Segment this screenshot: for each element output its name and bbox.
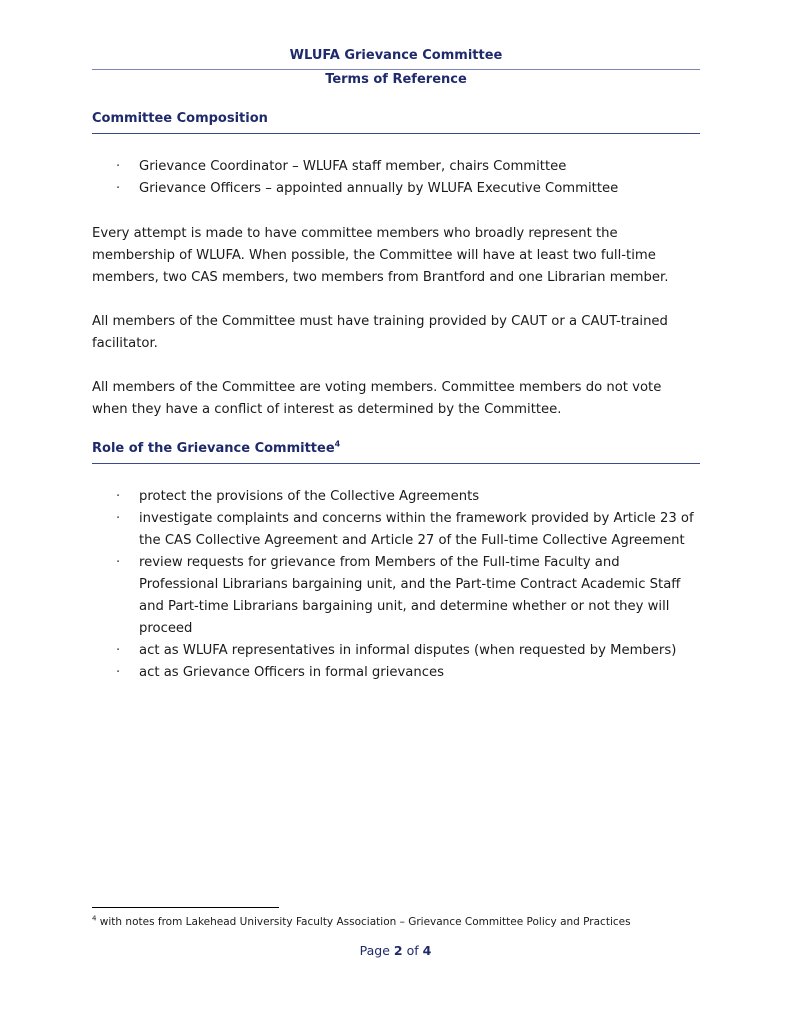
header-divider — [92, 69, 700, 70]
list-item: · review requests for grievance from Members of the Full-time Faculty and Professional Librarians bargaining unit, and the Part-time Contract Academic Staff and Part-time Librarians bargaining unit, and determine whether or not they will proceed — [92, 552, 700, 640]
document-title: WLUFA Grievance Committee — [289, 48, 503, 63]
list-item: · Grievance Coordinator – WLUFA staff member, chairs Committee — [92, 156, 700, 178]
bullet-icon: · — [116, 159, 121, 174]
list-item: · act as Grievance Officers in formal grievances — [92, 662, 700, 684]
section-heading-role: Role of the Grievance Committee$^4$ — [92, 441, 700, 464]
list-item: · investigate complaints and concerns within the framework provided by Article 23 of the CAS Collective Agreement and Article 27 of the Full-time Collective Agreement — [92, 508, 700, 552]
composition-paragraph-representation: Every attempt is made to have committee members who broadly represent the membership of WLUFA. When possible, the Committee will have at least two full-time members, two CAS members, two members from Brantford and one Librarian member. — [92, 226, 669, 285]
list-item: · Grievance Officers – appointed annually by WLUFA Executive Committee — [92, 178, 700, 200]
footnote — [92, 914, 631, 930]
composition-paragraph-training: All members of the Committee must have training provided by CAUT or a CAUT-trained facilitator. — [92, 314, 668, 351]
footnote-reference: 4 — [334, 439, 341, 449]
composition-paragraph-voting: All members of the Committee are voting members. Committee members do not vote when they have a conflict of interest as determined by the Committee. — [92, 380, 662, 417]
committee-composition-section — [92, 111, 700, 421]
list-item: · protect the provisions of the Collective Agreements — [92, 486, 700, 508]
bullet-icon: · — [116, 643, 121, 658]
total-pages: 4 — [422, 943, 432, 958]
bullet-icon: · — [116, 489, 121, 504]
document-subtitle: Terms of Reference — [325, 72, 467, 87]
bullet-icon: · — [116, 511, 121, 526]
section-heading-composition: Committee Composition — [92, 111, 700, 134]
footnote-separator — [92, 907, 279, 908]
list-item: · act as WLUFA representatives in informal disputes (when requested by Members) — [92, 640, 700, 662]
footnote-text: with notes from Lakehead University Faculty Association – Grievance Committee Policy and Practices — [96, 916, 631, 928]
bullet-icon: · — [116, 181, 121, 196]
bullet-icon: · — [116, 555, 121, 570]
role-section — [92, 441, 700, 684]
page-header — [92, 44, 700, 89]
footnote-mark: 4 — [92, 914, 97, 923]
composition-bullet-list — [92, 156, 700, 200]
current-page: 2 — [393, 943, 403, 958]
role-bullet-list — [92, 486, 700, 684]
bullet-icon: · — [116, 665, 121, 680]
page-number: Page 2 of 4 — [359, 943, 432, 958]
